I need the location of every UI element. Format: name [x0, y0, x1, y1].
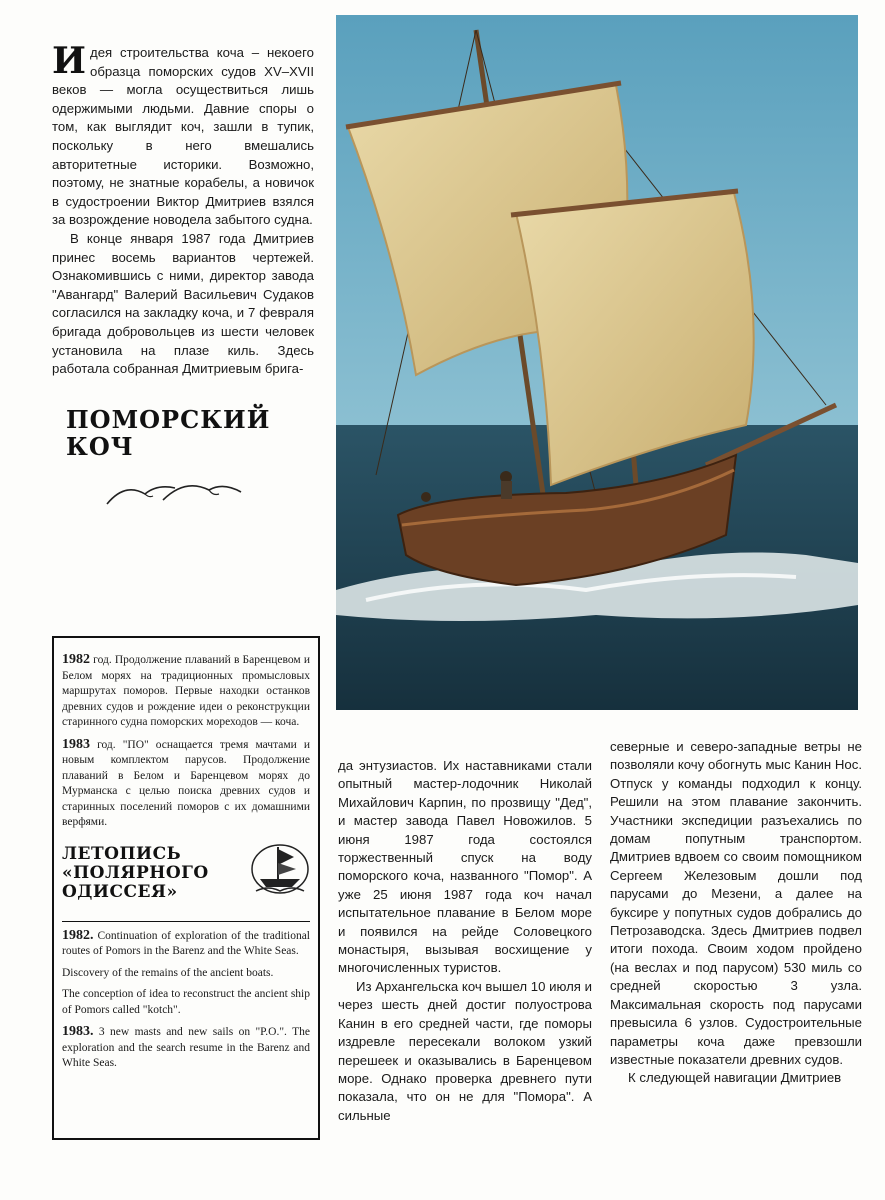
chronicle-text: год. "ПО" оснащается тремя мачтами и новым комплектом парусов. Продолжение плаваний в Белом и Баренцевом морях до Мурманска с целью поиска древних судов и старинных поселений поморов с их домашними верфями. — [62, 738, 311, 828]
right-column — [610, 738, 862, 1088]
chronicle-text: Continuation of exploration of the traditional routes of Pomors in the Barenz and the White Seas. — [62, 929, 310, 957]
drop-cap: И — [52, 40, 87, 82]
article-title — [66, 406, 286, 460]
right-paragraph-2: К следующей навигации Дмитриев — [628, 1070, 842, 1086]
year-label: 1983 — [62, 736, 90, 752]
intro-paragraph-2: В конце января 1987 года Дмитриев принес восемь вариантов чертежей. Ознакомившись с ними, директор завода "Авангард" Валерий Васильевич Судаков согласился на закладку коча, и 7 февраля бригада добровольцев из шести человек установила на плазе киль. Здесь работала собранная Дмитриевым брига- — [52, 230, 314, 377]
chronicle-ru-1983 — [62, 737, 310, 831]
chronicle-box — [52, 636, 320, 1140]
title-line-1: ПОМОРСКИЙ — [66, 405, 271, 434]
middle-column — [338, 757, 592, 1125]
chronicle-title-line-2: «ПОЛЯРНОГО — [62, 862, 209, 883]
divider — [62, 921, 310, 922]
koch-ship-photo — [336, 15, 858, 710]
intro-paragraph-1 — [52, 40, 314, 230]
right-paragraph-1: северные и северо-западные ветры не позволяли кочу обогнуть мыс Канин Нос. Отпуск у команды подходил к концу. Решили на этом плавание закончить. Участники экспедиции разъехались по домам попутным транспортом. Дмитриев вдвоем со своим помощником Сергеем Железовым дошли под парусами до Мезени, а далее на буксире у попутных судов добрались до Петрозаводска. Здесь Дмитриев подвел итоги похода. Своим ходом пройдено (на веслах и под парусом) 530 миль со средней скоростью 3 узла. Максимальная скорость под парусами превысила 6 узлов. Судостроительные параметры коча даже превзошли известные показатели древних судов. — [610, 739, 862, 1067]
chronicle-ru-1982 — [62, 652, 310, 731]
chronicle-title-line-1: ЛЕТОПИСЬ — [62, 843, 182, 864]
chronicle-en-discovery: Discovery of the remains of the ancient boats. — [62, 966, 274, 979]
ship-emblem-icon — [248, 839, 312, 897]
chronicle-en-1983 — [62, 1024, 310, 1072]
year-label: 1982. — [62, 927, 94, 943]
middle-paragraph-1: да энтузиастов. Их наставниками стали опытный мастер-лодочник Николай Михайлович Карпин, по прозвищу "Дед", и мастер завода Павел Новожилов. 5 июня 1987 года состоялся торжественный спуск на воду поморского коча, названного "Помор". А уже 25 июня 1987 года коч начал испытательное плавание в Белом море и появился на рейде Соловецкого монастыря, вызывая восхищение у многочисленных туристов. — [338, 758, 592, 976]
chronicle-text: 3 new masts and new sails on "P.O.". The exploration and the search resume in the Barenz and White Seas. — [62, 1026, 310, 1069]
chronicle-en-conception: The conception of idea to reconstruct the ancient ship of Pomors called "kotch". — [62, 988, 310, 1016]
chronicle-text: год. Продолжение плаваний в Баренцевом и Белом морях на традиционных промысловых маршрутах поморов. Первые находки останков древних судов и рождение идеи о реконструкции старинного судна поморских мореходов — коча. — [62, 654, 310, 728]
year-label: 1983. — [62, 1024, 94, 1039]
chronicle-en-1982 — [62, 928, 310, 960]
intro-text — [52, 40, 314, 379]
middle-paragraph-2: Из Архангельска коч вышел 10 июля и через шесть дней достиг полуострова Канин в его средней части, где поморы издревле пересекали волоком узкий перешеек и оказывались в Баренцевом море. Однако проверка древнего пути показала, что он не для "Помора". А сильные — [338, 978, 592, 1123]
chronicle-title — [62, 845, 310, 917]
intro-paragraph-1-text: дея строительства коча – некоего образца поморских судов XV–XVII веков — могла осуществиться лишь одержимыми людьми. Давние споры о том, как выглядит коч, зашли в тупик, поскольку в него вмешались авторитетные историки. Возможно, поэтому, не знатные корабелы, а новичок в судостроении Виктор Дмитриев взялся за возрождение новодела забытого судна. — [52, 45, 314, 228]
title-line-2: КОЧ — [66, 432, 134, 461]
year-label: 1982 — [62, 652, 90, 667]
chronicle-title-line-3: ОДИССЕЯ» — [62, 881, 178, 902]
seagulls-icon — [105, 474, 245, 510]
